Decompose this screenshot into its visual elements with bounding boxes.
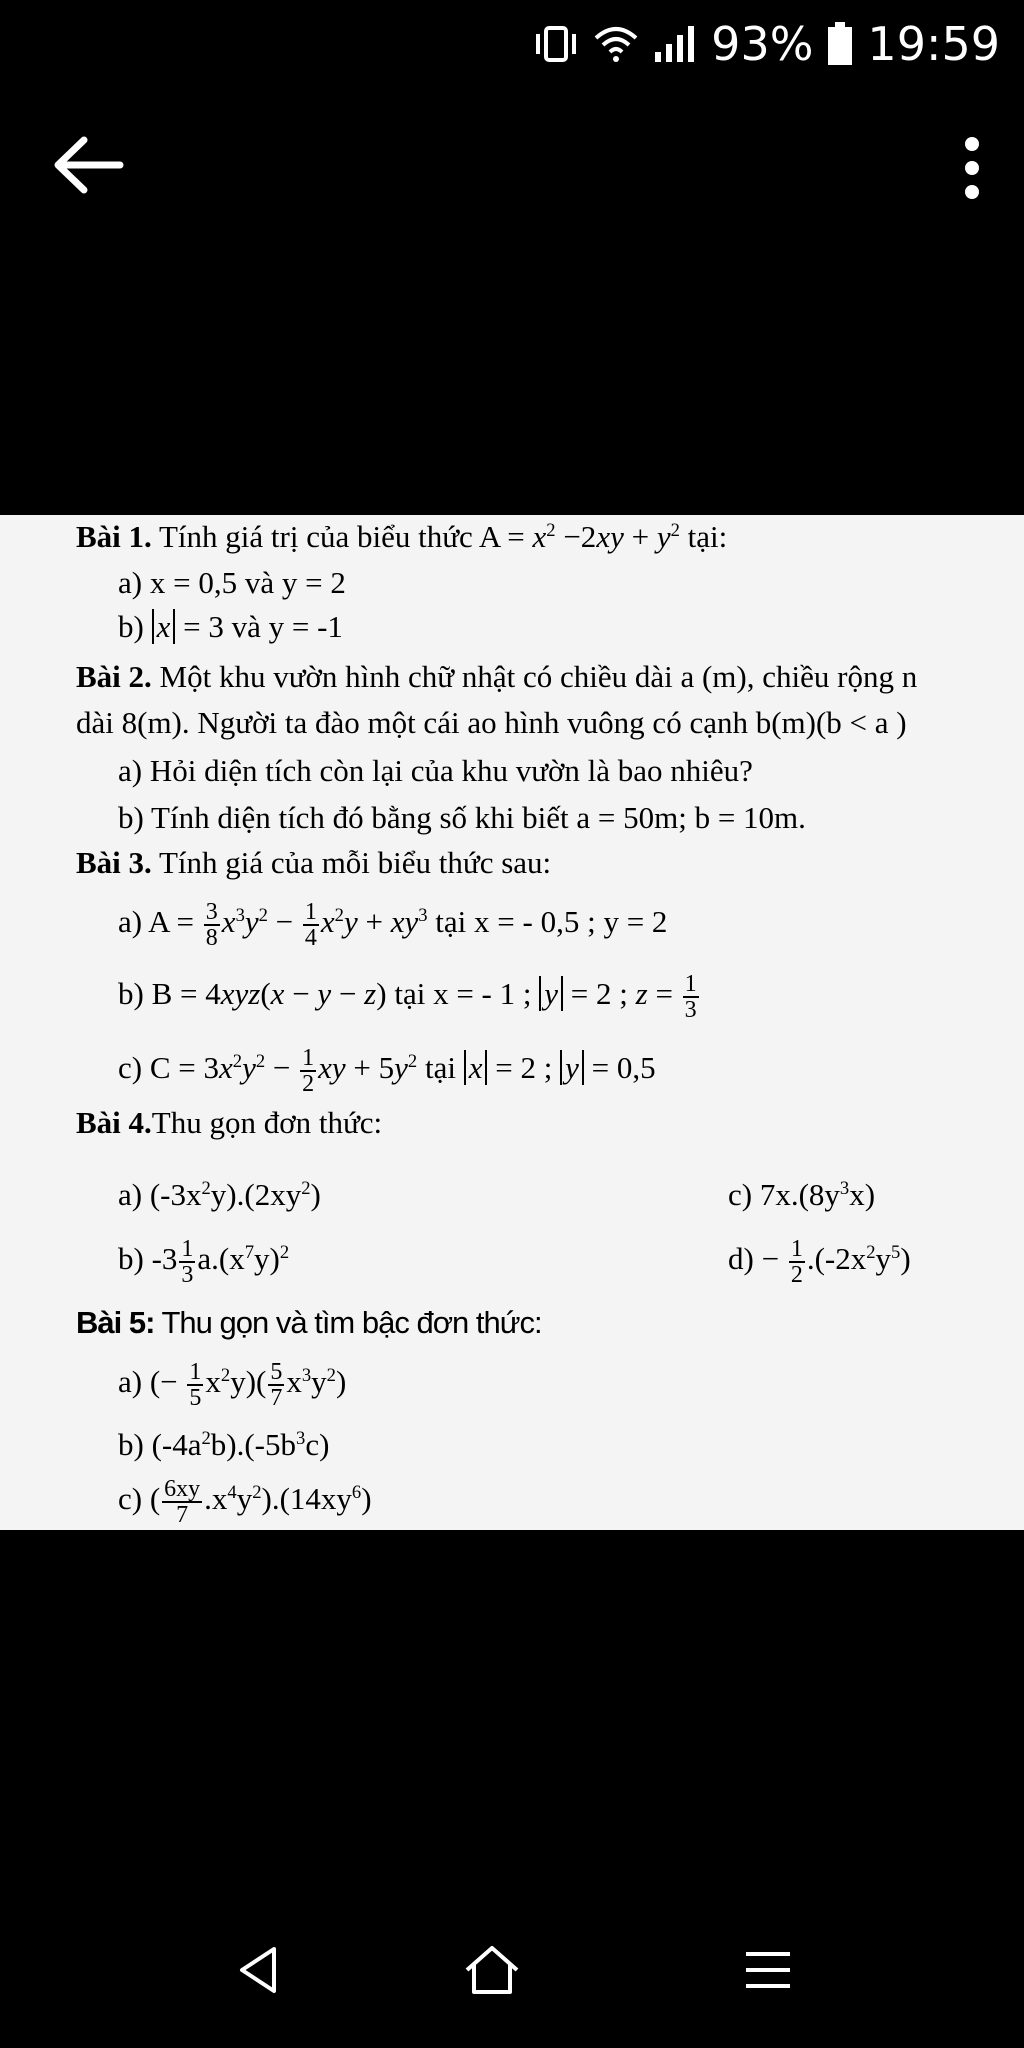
bai5-b-label: b): [118, 1427, 144, 1462]
bai2-b-label: b): [118, 800, 144, 835]
bai5-item-b: b) $(-4a^2b).(-5b^3c)$: [118, 1427, 330, 1462]
bai1-item-a: [118, 565, 346, 601]
bai4-a-label: a): [118, 1177, 143, 1212]
more-vert-icon: [962, 135, 982, 201]
bai1-expr-lhs: A =: [478, 519, 533, 554]
bai4-item-b: b) -3 $\frac{1}{3}$ $a.(x^7y)^2$: [118, 1236, 290, 1288]
bai3-title: Bài 3.: [76, 845, 152, 880]
nav-menu-button[interactable]: [728, 1930, 808, 2010]
menu-lines-icon: [742, 1948, 794, 1992]
home-icon: [463, 1944, 521, 1996]
back-triangle-icon: [236, 1945, 280, 1995]
bai4-item-c: c) $7x.(8y^3x)$: [728, 1177, 876, 1212]
bai3-text: Tính giá của mỗi biểu thức sau:: [159, 845, 552, 880]
bai2-text2: dài 8(m). Người ta đào một cái ao hình vuông có cạnh b(m)(b < a ): [76, 705, 907, 740]
bai2-a-text: Hỏi diện tích còn lại của khu vườn là bao nhiêu?: [149, 753, 753, 788]
bai3-item-c: c) $C = 3x^2y^2$ − $\frac{1}{2}$ xy + $5y^2$ tại x = 2 ; y = 0,5: [118, 1045, 656, 1097]
bai5-title: Bài 5:: [76, 1305, 155, 1340]
bai3-item-b: b) B = 4xyz(x − y − z) tại x = - 1 ; y = 2 ; z = $\frac{1}{3}$: [118, 971, 697, 1023]
bai3-c-label: c): [118, 1050, 143, 1086]
worksheet-image: [0, 515, 1024, 1530]
bai5-item-a: a) (− $\frac{1}{5}$ $x^2y$)( $\frac{5}{7}$ $x^3y^2$): [118, 1359, 347, 1411]
bai5-text: Thu gọn và tìm bậc đơn thức:: [161, 1305, 542, 1340]
bai1-b-var: x: [156, 609, 171, 644]
back-arrow-icon: [52, 135, 124, 195]
bai2-title: Bài 2.: [76, 659, 152, 694]
bai1-b-label: b): [118, 609, 144, 644]
bai1-item-b: [118, 609, 343, 645]
more-options-button[interactable]: [950, 130, 994, 206]
bai2-heading: [76, 659, 917, 695]
clock: 19:59: [867, 17, 1000, 71]
bai3-a-cond: tại x = - 0,5 ; y = 2: [435, 904, 668, 940]
wifi-icon: [593, 24, 639, 64]
bai1-a-text: x = 0,5 và y = 2: [149, 565, 346, 600]
nav-back-button[interactable]: [218, 1930, 298, 2010]
bai2-a-label: a): [118, 753, 143, 788]
bai1-b-abs: [152, 609, 176, 644]
bai3-c-cond: tại: [424, 1050, 456, 1086]
bai5-c-label: c): [118, 1481, 143, 1517]
bai1-text: Tính giá trị của biểu thức: [159, 519, 473, 554]
battery-icon: [827, 22, 853, 66]
app-bar: [0, 110, 1024, 220]
bai4-item-d: d) − $\frac{1}{2}$ $.(-2x^2y^5)$: [728, 1236, 911, 1288]
bai3-b-cond: tại x = - 1 ;: [394, 976, 532, 1012]
bai2-item-b: [118, 800, 806, 836]
bai5-a-label: a): [118, 1364, 143, 1400]
bai5-item-c: c) ( $\frac{6xy}{7}$ $.x^4y^2).(14xy^6)$: [118, 1476, 372, 1528]
bai3-heading: [76, 845, 551, 881]
status-bar: [0, 0, 1024, 90]
bai4-b-label: b): [118, 1241, 144, 1277]
bai1-heading: Bài 1. Tính giá trị của biểu thức $A = x^2 -2xy + y^2$ tại:: [76, 519, 728, 554]
bai4-heading: [76, 1105, 382, 1141]
bai1-b-text: = 3 và y = -1: [183, 609, 343, 644]
nav-home-button[interactable]: [452, 1930, 532, 2010]
bai4-d-label: d): [728, 1241, 754, 1277]
bai2-text: Một khu vườn hình chữ nhật có chiều dài a (m), chiều rộng n: [159, 659, 918, 694]
status-icons: [533, 14, 1000, 74]
bai4-text: Thu gọn đơn thức:: [151, 1105, 383, 1140]
vibrate-icon: [533, 24, 579, 64]
bai3-a-label: a): [118, 904, 143, 940]
bai3-b-label: b): [118, 976, 144, 1012]
signal-icon: [653, 24, 697, 64]
bai2-b-text: Tính diện tích đó bằng số khi biết a = 50m; b = 10m.: [151, 800, 806, 835]
bai1-suffix: tại:: [687, 519, 728, 554]
back-button[interactable]: [48, 130, 128, 200]
navigation-bar: [0, 1900, 1024, 2040]
bai4-c-label: c): [728, 1177, 753, 1212]
battery-percent: 93%: [711, 17, 814, 71]
bai4-item-a: a) $(-3x^2y).(2xy^2)$: [118, 1177, 321, 1212]
bai1-title: Bài 1.: [76, 519, 152, 554]
bai3-item-a: a) A = $\frac{3}{8}$ $x^3y^2$ − $\frac{1}{4}$ $x^2y + xy^3$ tại x = - 0,5 ; y = 2: [118, 899, 668, 951]
bai1-a-label: a): [118, 565, 143, 600]
bai4-title: Bài 4.: [76, 1105, 152, 1140]
bai2-item-a: [118, 753, 753, 789]
bai5-heading: [76, 1305, 542, 1341]
